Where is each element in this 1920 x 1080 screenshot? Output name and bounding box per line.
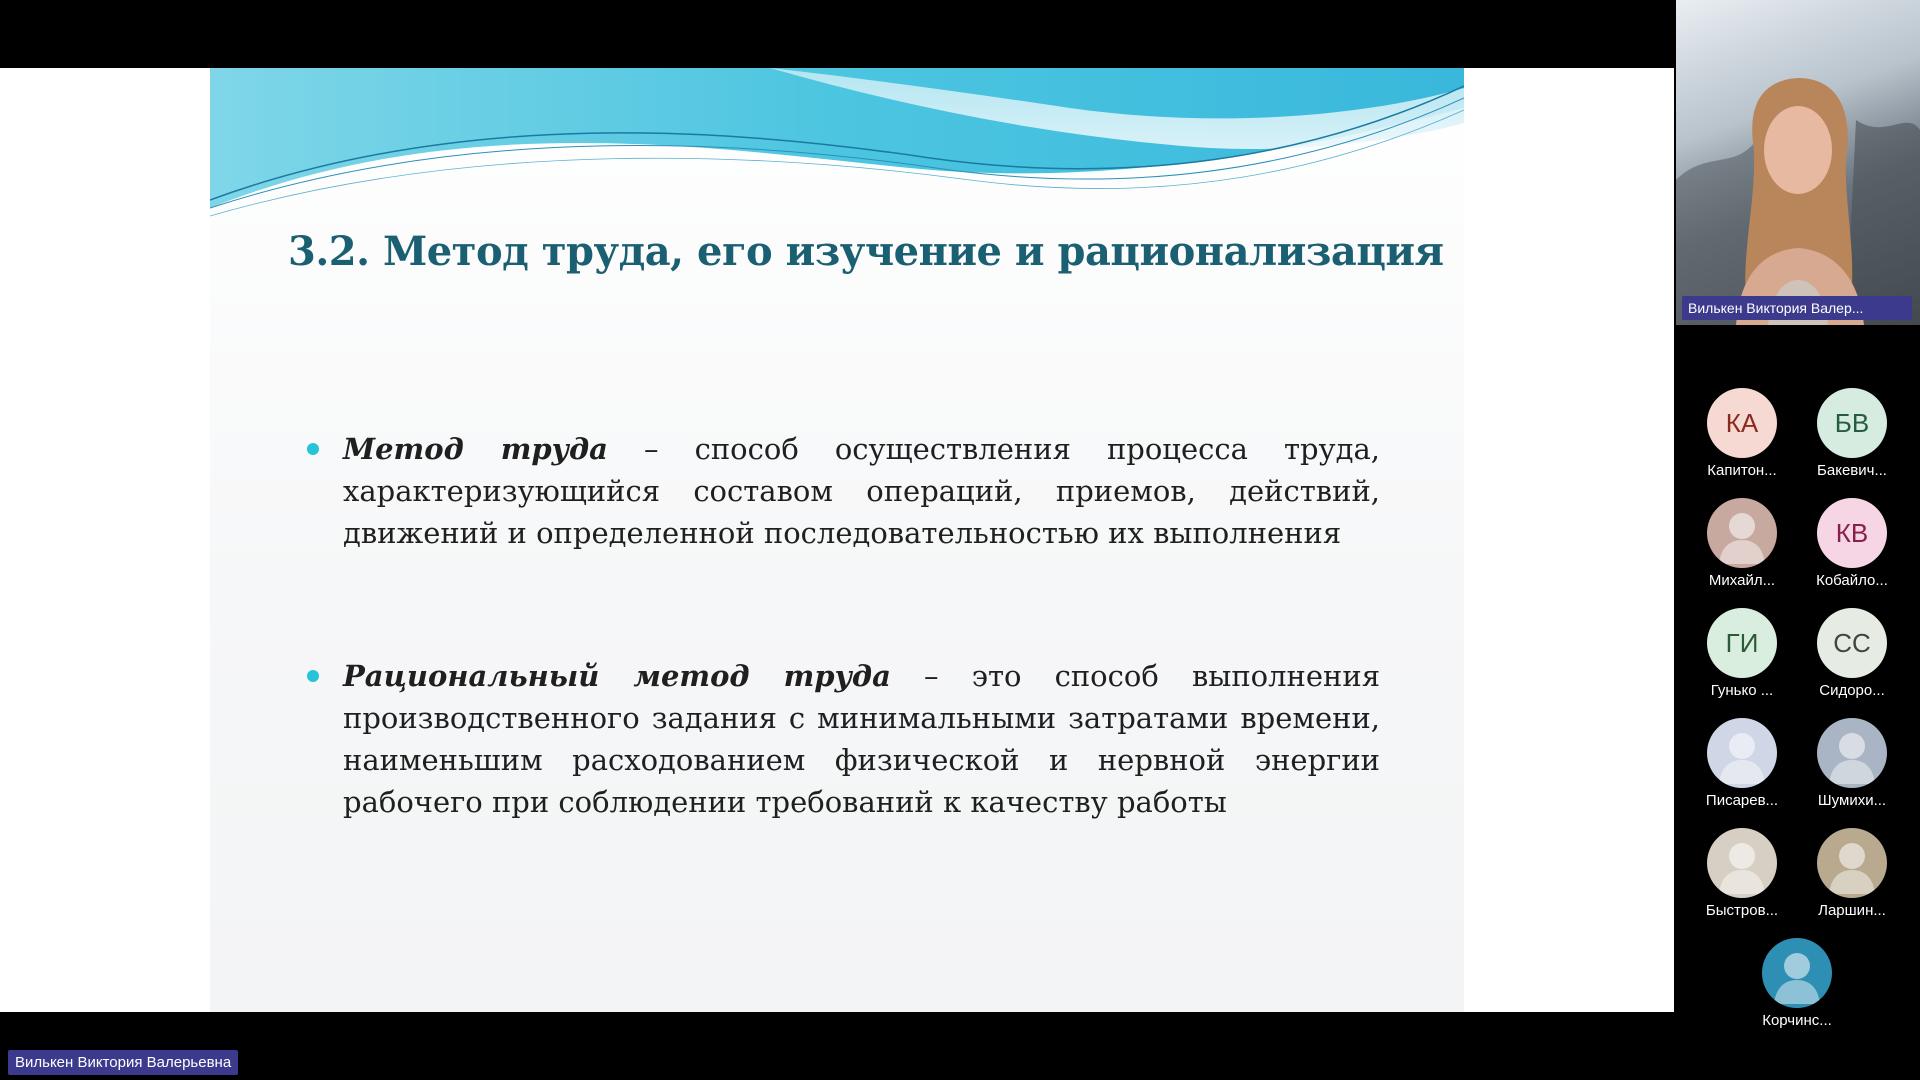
participant-initials: КА [1725,407,1759,438]
participant-initials: ГИ [1725,627,1759,658]
participant-name: Бакевич... [1817,462,1887,479]
photo-avatar-icon [1707,718,1777,788]
participant-initials-avatar [1817,608,1887,678]
video-name-label: Вилькен Виктория Валер... [1682,296,1912,320]
presenter-video-icon [1676,0,1920,325]
participant-name: Ларшин... [1818,902,1886,919]
participant-initials: СС [1833,627,1871,658]
participants-panel [1674,0,1920,1080]
participant-name: Корчинс... [1762,1012,1832,1029]
participant-tile[interactable] [1687,828,1797,919]
slide-title: 3.2. Метод труда, его изучение и рационализация [288,228,1444,275]
participant-name: Сидоро... [1819,682,1885,699]
photo-avatar-icon [1707,828,1777,898]
slide-wave-decoration [210,68,1464,218]
participant-tile[interactable] [1797,498,1907,589]
participant-name: Гунько ... [1710,682,1774,699]
bullet-text: – это способ выполнения производственного задания с минимальными затратами времени, наименьшим расходованием физической и нервной энергии рабочего при соблюдении требований к качеству работы [343,659,1380,819]
photo-avatar-icon [1707,498,1777,568]
participant-tile[interactable] [1797,828,1907,919]
participant-name: Шумихи... [1817,792,1887,809]
bullet-dot-icon [307,443,319,455]
bullet-item [343,428,1380,554]
participant-initials-avatar [1817,498,1887,568]
bullet-item [343,655,1380,823]
participant-name: Быстров... [1705,902,1779,919]
participant-tile[interactable] [1687,388,1797,479]
participant-tile[interactable] [1687,498,1797,589]
participant-initials-avatar [1707,388,1777,458]
participant-initials-avatar [1817,388,1887,458]
bullet-dot-icon [307,670,319,682]
participant-tile[interactable] [1797,608,1907,699]
participant-initials: БВ [1834,407,1870,438]
participant-tile[interactable] [1742,938,1852,1029]
presenter-name-label: Вилькен Виктория Валерьевна [8,1050,238,1075]
participant-tile[interactable] [1797,718,1907,809]
participant-tile[interactable] [1797,388,1907,479]
participant-name: Михайл... [1708,572,1776,589]
shared-screen [0,68,1674,1012]
participant-tile[interactable] [1687,608,1797,699]
participant-initials-avatar [1707,608,1777,678]
participant-initials: КВ [1835,517,1869,548]
bullet-term: Рациональный метод труда [343,659,891,693]
photo-avatar-icon [1817,718,1887,788]
photo-avatar-icon [1817,828,1887,898]
bullet-term: Метод труда [343,432,608,466]
participant-name: Капитон... [1707,462,1777,479]
participant-name: Писарев... [1705,792,1779,809]
participant-tile[interactable] [1687,718,1797,809]
photo-avatar-icon [1762,938,1832,1008]
presentation-slide [210,68,1464,1012]
participant-name: Кобайло... [1816,572,1888,589]
presenter-video-tile[interactable] [1676,0,1920,325]
bullet-text: – способ осуществления процесса труда, характеризующийся составом операций, приемов, действий, движений и определенной последовательностью их выполнения [343,432,1380,550]
